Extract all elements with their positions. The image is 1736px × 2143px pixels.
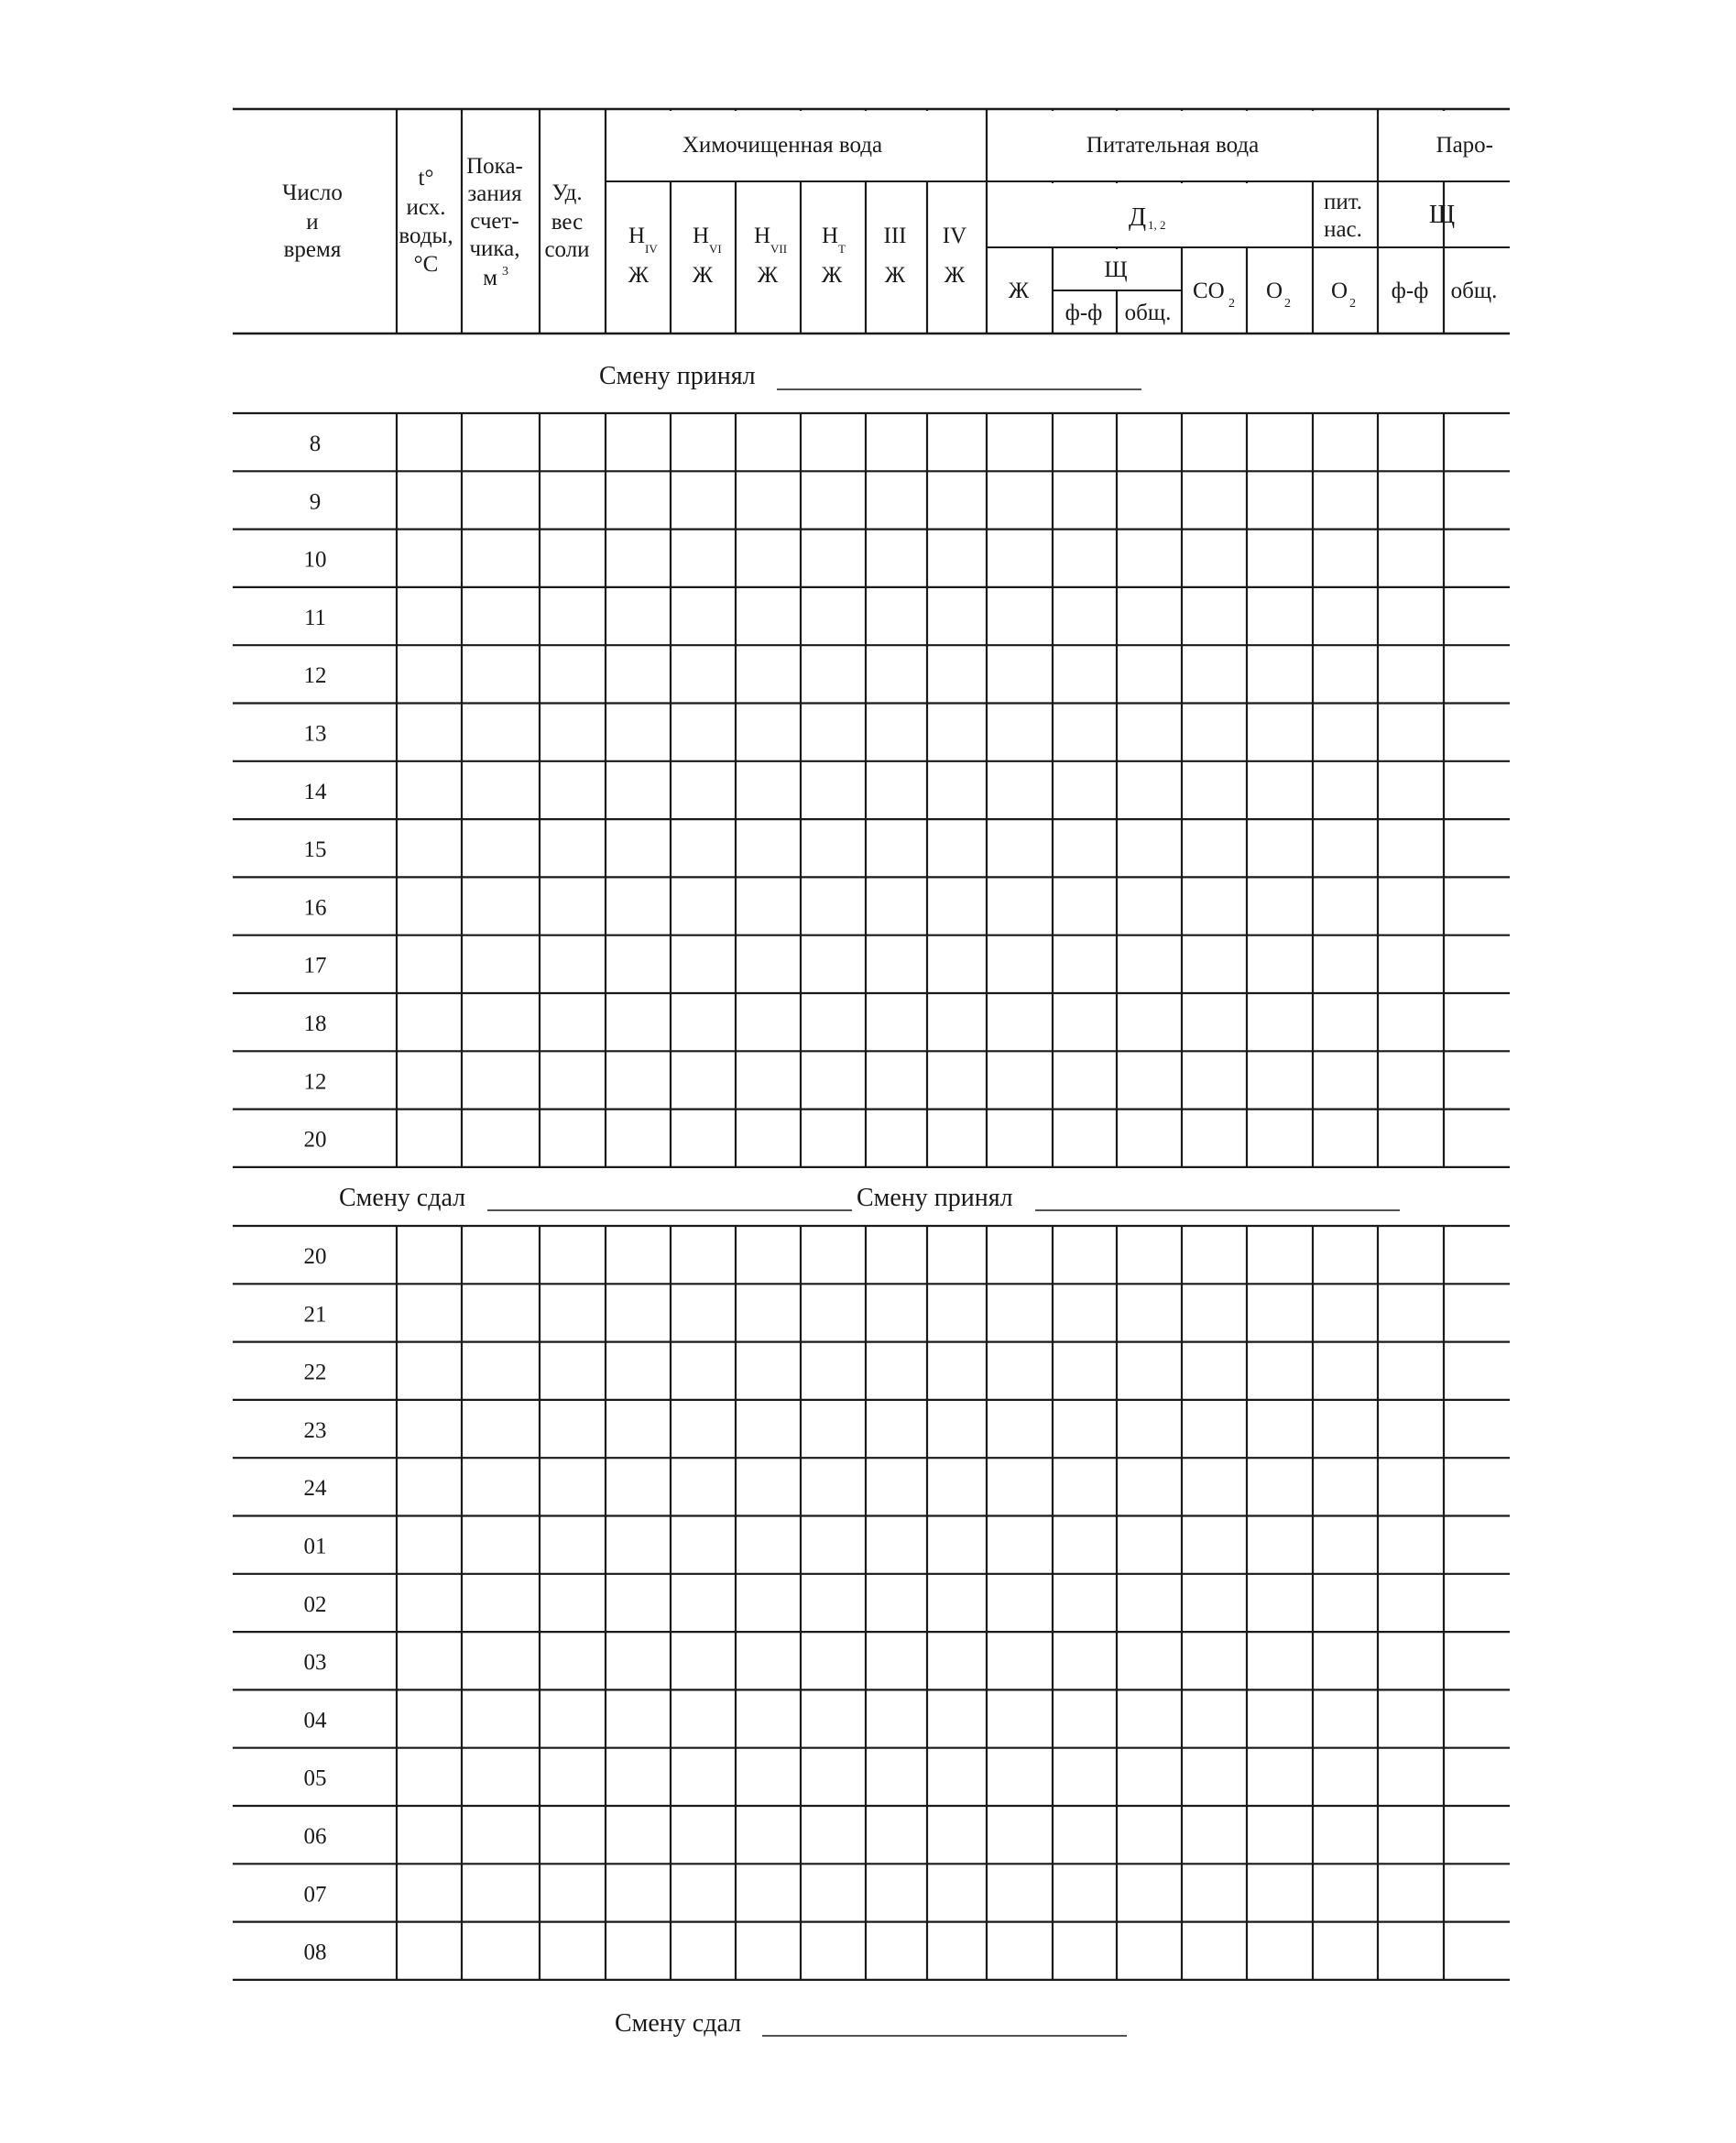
time-label: 23	[303, 1417, 327, 1443]
feed-o2-sub: 2	[1284, 297, 1291, 311]
chem-col-2-bottom: Ж	[692, 263, 714, 288]
header-date-3: время	[283, 237, 342, 262]
header-meter-sup: 3	[502, 265, 508, 279]
header-temp-4: °C	[413, 252, 439, 277]
header-merge-mask	[1114, 183, 1119, 246]
steam-shch: Щ	[1428, 201, 1456, 229]
chem-col-4-main: Н	[822, 224, 839, 248]
time-label: 06	[303, 1824, 327, 1849]
chem-col-5-main: III	[883, 224, 907, 248]
feed-obshch: общ.	[1124, 301, 1172, 325]
feed-pit-o2-sub: 2	[1349, 297, 1356, 311]
steam-obshch: общ.	[1450, 279, 1498, 303]
header-merge-mask	[1050, 183, 1055, 246]
chem-col-3-sub: VII	[770, 242, 788, 256]
time-label: 18	[303, 1011, 327, 1036]
header-steam-group: Паро-	[1436, 133, 1493, 158]
time-label: 12	[303, 663, 327, 689]
feed-zh: Ж	[1008, 279, 1030, 303]
header-merge-mask	[924, 111, 930, 180]
header-merge-mask	[1244, 183, 1250, 246]
chem-col-3-bottom: Ж	[757, 263, 779, 288]
time-label: 21	[303, 1302, 327, 1328]
time-label: 14	[303, 779, 327, 804]
chem-col-1-main: Н	[628, 224, 646, 248]
block2-time-labels	[304, 1244, 328, 1965]
chem-col-2-sub: VI	[709, 242, 722, 256]
shift-handed-bottom-label: Смену сдал	[615, 2009, 742, 2038]
steam-ff: ф-ф	[1391, 279, 1429, 303]
shift-signature-lines	[339, 362, 1400, 2038]
chem-col-6-bottom: Ж	[944, 263, 966, 288]
header-merge-mask	[1179, 183, 1185, 246]
feed-o2: O	[1266, 279, 1283, 303]
chem-col-5-bottom: Ж	[884, 263, 906, 288]
shift-accepted-top-label: Смену принял	[599, 362, 756, 390]
chem-col-4-bottom: Ж	[821, 263, 843, 288]
time-label: 02	[303, 1591, 327, 1617]
time-label: 05	[303, 1766, 327, 1791]
feed-d: Д	[1129, 203, 1147, 232]
block1-time-labels	[304, 432, 328, 1153]
chem-col-4-sub: Т	[838, 242, 846, 256]
chem-col-3-main: Н	[754, 224, 771, 248]
feed-shch: Щ	[1104, 257, 1128, 282]
time-label: 9	[309, 489, 322, 515]
time-label: 13	[303, 721, 327, 747]
header-meter-1: Пока-	[466, 154, 523, 179]
time-label: 12	[303, 1069, 327, 1095]
time-label: 16	[303, 895, 327, 921]
feed-d-sub: 1, 2	[1148, 218, 1166, 232]
header-date-2: и	[306, 210, 319, 235]
header-merge-mask	[1050, 111, 1055, 180]
time-label: 22	[303, 1360, 327, 1385]
time-label: 8	[309, 432, 322, 456]
header-salt-3: соли	[544, 237, 590, 262]
header-chem-group: Химочищенная вода	[682, 133, 883, 158]
feed-pit-o2: O	[1331, 279, 1348, 303]
feed-pit-2: нас.	[1324, 217, 1362, 242]
feed-pit-1: пит.	[1323, 190, 1363, 214]
header-salt-1: Уд.	[551, 180, 583, 205]
feed-co2-sub: 2	[1228, 297, 1235, 311]
header-meter-3: счет-	[470, 209, 519, 234]
header-date-1: Число	[282, 180, 343, 205]
time-label: 10	[303, 547, 327, 573]
shift-accepted-mid-label: Смену принял	[857, 1184, 1013, 1212]
time-label: 11	[303, 605, 327, 630]
header-temp-3: воды,	[399, 224, 453, 248]
chem-col-6-main: IV	[942, 224, 967, 248]
chem-col-1-sub: IV	[645, 242, 658, 256]
time-label: 07	[303, 1882, 327, 1908]
time-label: 15	[303, 837, 327, 863]
header-merge-mask	[1310, 111, 1316, 180]
header-feed-group: Питательная вода	[1086, 133, 1260, 158]
header-meter-2: зания	[467, 181, 522, 206]
time-label: 01	[303, 1534, 327, 1559]
time-label: 17	[303, 953, 327, 979]
time-label: 24	[303, 1476, 327, 1502]
feed-ff: ф-ф	[1065, 301, 1103, 325]
chem-col-2-main: Н	[693, 224, 710, 248]
header-temp-1: t°	[418, 166, 434, 191]
time-label: 20	[303, 1127, 327, 1153]
time-label: 04	[303, 1708, 327, 1733]
time-label: 08	[303, 1940, 327, 1965]
header-meter-5: м	[483, 266, 497, 290]
feed-co2: CO	[1193, 279, 1225, 303]
time-label: 20	[303, 1244, 327, 1269]
header-temp-2: исх.	[406, 195, 446, 220]
header-meter-4: чика,	[469, 236, 520, 261]
shift-handed-mid-label: Смену сдал	[339, 1184, 466, 1212]
header-salt-2: вес	[551, 210, 584, 235]
chem-col-1-bottom: Ж	[628, 263, 650, 288]
header-merge-mask	[668, 111, 673, 180]
time-label: 03	[303, 1650, 327, 1676]
